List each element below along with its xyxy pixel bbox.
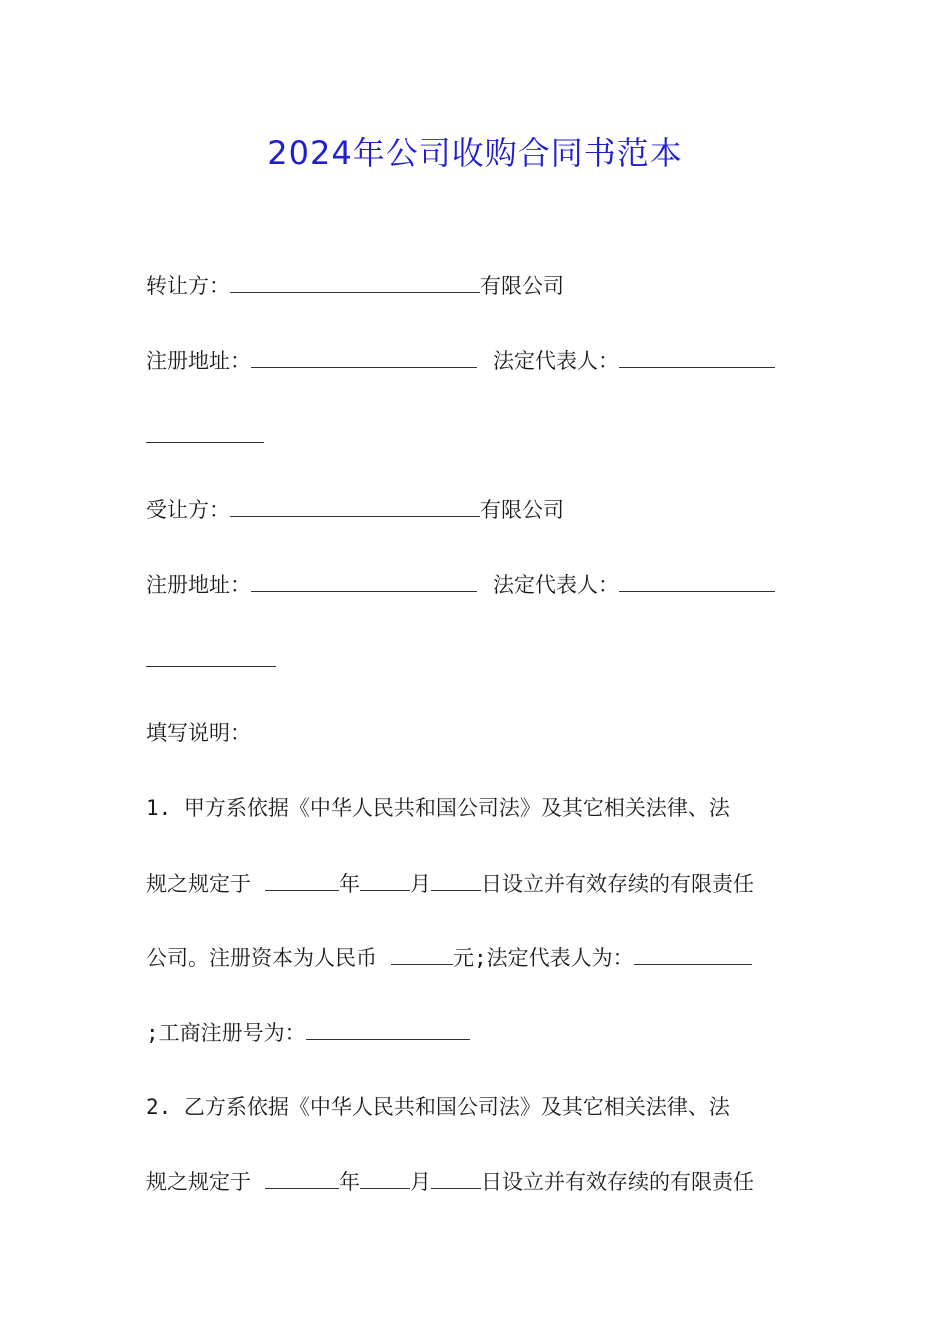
item1-rep-blank[interactable] — [634, 942, 752, 965]
item2-year-blank[interactable] — [265, 1166, 339, 1189]
item1-rep-label: 元;法定代表人为： — [453, 946, 634, 970]
item1-capital-blank[interactable] — [391, 942, 453, 965]
transferor-line — [146, 270, 564, 301]
item2-line2 — [146, 1166, 754, 1197]
item2-year-label: 年 — [339, 1170, 360, 1194]
transferee-address-blank[interactable] — [251, 569, 477, 592]
transferee-rep-label: 法定代表人： — [493, 573, 619, 597]
item2-line1: 2. 乙方系依据《中华人民共和国公司法》及其它相关法律、法 — [146, 1095, 730, 1119]
transferor-address-label: 注册地址： — [146, 349, 251, 373]
transferee-rep-continuation — [146, 644, 276, 675]
item1-day-blank[interactable] — [431, 868, 481, 891]
transferee-name-blank[interactable] — [230, 494, 480, 517]
transferee-address-label: 注册地址： — [146, 573, 251, 597]
item1-line1: 1. 甲方系依据《中华人民共和国公司法》及其它相关法律、法 — [146, 796, 730, 820]
transferor-label: 转让方： — [146, 274, 230, 298]
transferor-address-blank[interactable] — [251, 345, 477, 368]
item1-line4 — [146, 1017, 470, 1048]
item1-year-label: 年 — [339, 872, 360, 896]
transferor-rep-blank[interactable] — [619, 345, 775, 368]
transferee-line — [146, 494, 564, 525]
transferor-suffix: 有限公司 — [480, 274, 564, 298]
item1-year-blank[interactable] — [265, 868, 339, 891]
transferee-rep-blank[interactable] — [619, 569, 775, 592]
item2-day-blank[interactable] — [431, 1166, 481, 1189]
item2-established-label: 规之规定于 — [146, 1170, 251, 1194]
item1-month-label: 月 — [410, 872, 431, 896]
item1-capital-label: 公司。注册资本为人民币 — [146, 946, 377, 970]
transferor-name-blank[interactable] — [230, 270, 480, 293]
item1-line2 — [146, 868, 754, 899]
item2-day-label: 日设立并有效存续的有限责任 — [481, 1170, 754, 1194]
item1-month-blank[interactable] — [360, 868, 410, 891]
transferee-label: 受让方： — [146, 498, 230, 522]
transferor-rep-label: 法定代表人： — [493, 349, 619, 373]
item1-regno-label: ;工商注册号为： — [146, 1021, 306, 1045]
item2-month-blank[interactable] — [360, 1166, 410, 1189]
item1-established-label: 规之规定于 — [146, 872, 251, 896]
transferor-rep-blank-continued[interactable] — [146, 420, 264, 443]
item1-day-label: 日设立并有效存续的有限责任 — [481, 872, 754, 896]
transferor-rep-continuation — [146, 420, 264, 451]
transferee-suffix: 有限公司 — [480, 498, 564, 522]
item1-regno-blank[interactable] — [306, 1017, 470, 1040]
transferor-address-line — [146, 345, 775, 376]
transferee-address-line — [146, 569, 775, 600]
item1-line3 — [146, 942, 752, 973]
instructions-heading: 填写说明： — [146, 721, 251, 745]
transferee-rep-blank-continued[interactable] — [146, 644, 276, 667]
item2-month-label: 月 — [410, 1170, 431, 1194]
document-title: 2024年公司收购合同书范本 — [267, 134, 683, 172]
